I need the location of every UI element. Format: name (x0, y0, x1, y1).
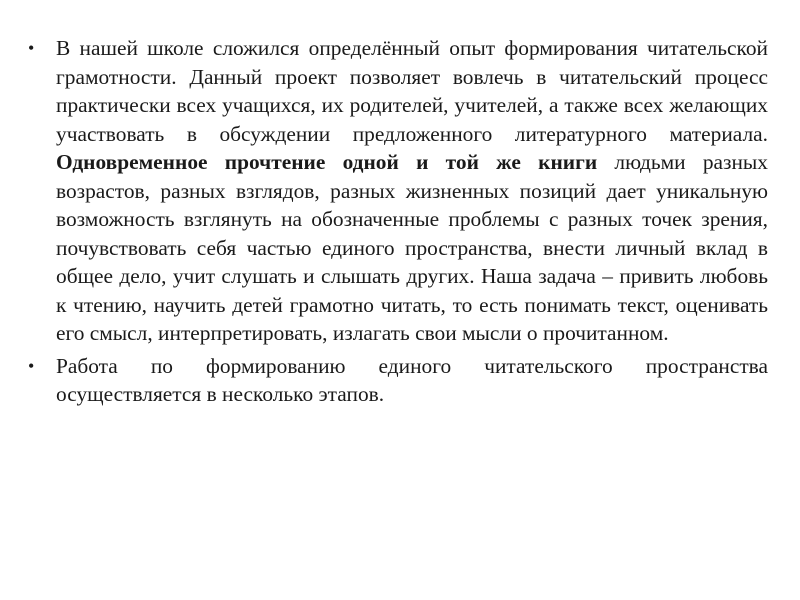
bullet-icon: • (28, 38, 35, 58)
paragraph-1-text-end: людьми разных возрастов, разных взглядов, разных жизненных позиций дает уникальную возможность взглянуть на обозначенные проблемы с разных точек зрения, почувствовать себя частью единого пространства, внести личный вклад в общее дело, учит слушать и слышать других. Наша задача – привить любовь к чтению, научить детей грамотно читать, то есть понимать текст, оценивать его смысл, интерпретировать, излагать свои мысли о прочитанном. (56, 150, 769, 345)
paragraph-2-text: Работа по формированию единого читательского пространства осуществляется в несколько этапов. (56, 353, 768, 406)
bullet-icon: • (28, 355, 35, 376)
bullet-list (28, 34, 768, 413)
paragraph-1-bold-text: Одновременное прочтение одной и той же книги (56, 150, 598, 174)
bullet-paragraph-1 (28, 34, 768, 348)
paragraph-1-text-start: В нашей школе сложился определённый опыт формирования читательской грамотности. Данный проект позволяет вовлечь в читательский процесс практически всех учащихся, их родителей, учителей, а также всех желающих участвовать в обсуждении предложенного литературного материала. (56, 36, 768, 146)
bullet-paragraph-2 (28, 352, 768, 409)
